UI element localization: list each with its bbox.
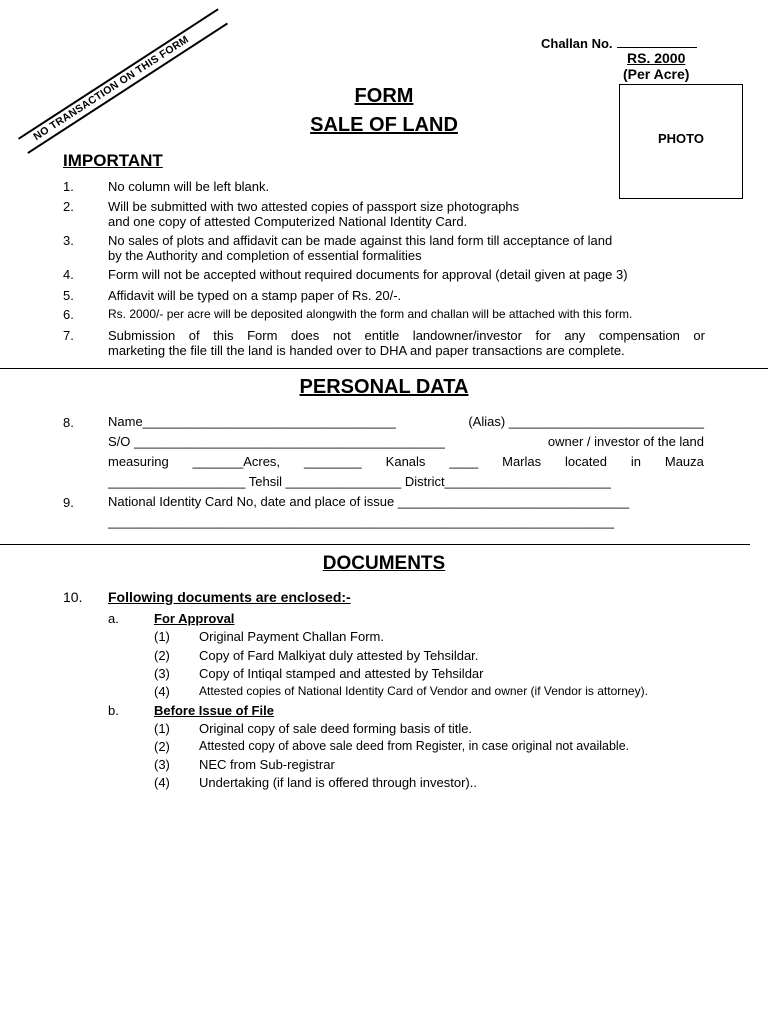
son-of-field[interactable]: S/O ___________________________________________ [108, 434, 445, 449]
stamp-text: NO TRANSACTION ON THIS FORM [31, 33, 191, 143]
in-word: in [630, 454, 641, 469]
challan-blank [617, 35, 697, 48]
item-number: 5. [63, 288, 74, 303]
item-number: 4. [63, 267, 74, 282]
section-divider [0, 368, 768, 369]
son-of-line [108, 432, 704, 452]
sub-number: (1) [154, 629, 170, 644]
form-title: FORM [354, 85, 414, 107]
sub-number: (3) [154, 666, 170, 681]
challan-label: Challan No. [541, 36, 613, 51]
item-number: 6. [63, 307, 74, 322]
sub-number: (3) [154, 757, 170, 772]
documents-enclosed-title: Following documents are enclosed:- [108, 589, 351, 605]
sub-label: b. [108, 703, 119, 718]
measuring-line [108, 452, 704, 472]
approval-doc: Original Payment Challan Form. [199, 629, 384, 644]
important-item: No column will be left blank. [108, 179, 270, 194]
measuring-word: measuring [108, 454, 169, 469]
issue-doc: NEC from Sub-registrar [199, 757, 335, 772]
section-divider [0, 544, 750, 545]
important-heading: IMPORTANT [63, 151, 163, 170]
for-approval-title: For Approval [154, 611, 235, 626]
fee-amount: RS. 2000 [627, 50, 686, 66]
item-number: 7. [63, 328, 74, 343]
important-item: Will be submitted with two attested copies of passport size photographs and one copy of attested Computerized National Identity Card. [108, 199, 520, 229]
documents-heading: DOCUMENTS [322, 553, 446, 574]
sub-number: (1) [154, 721, 170, 736]
fee-unit: (Per Acre) [623, 66, 690, 82]
item-number: 1. [63, 179, 74, 194]
important-item: No sales of plots and affidavit can be made against this land form till acceptance of land by the Authority and completion of essential formalities [108, 233, 613, 263]
cnic-field-continued[interactable]: ______________________________________________________________________ [108, 514, 615, 529]
item-number: 8. [63, 415, 74, 430]
kanals-word: Kanals [385, 454, 426, 469]
item-number: 3. [63, 233, 74, 248]
alias-field[interactable]: (Alias) ___________________________ [468, 414, 704, 429]
marlas-blank[interactable]: ____ [449, 454, 479, 469]
name-line [108, 412, 704, 432]
before-issue-title: Before Issue of File [154, 703, 274, 718]
sub-label: a. [108, 611, 119, 626]
important-item: Affidavit will be typed on a stamp paper of Rs. 20/-. [108, 288, 402, 303]
personal-data-heading: PERSONAL DATA [299, 376, 469, 398]
located-word: located [565, 454, 607, 469]
approval-doc: Copy of Fard Malkiyat duly attested by Tehsildar. [199, 648, 479, 663]
tehsil-district-field[interactable]: ___________________ Tehsil ________________ District_______________________ [108, 474, 611, 489]
name-field[interactable]: Name___________________________________ [108, 414, 396, 429]
item-number: 10. [63, 589, 83, 605]
kanals-blank[interactable]: ________ [303, 454, 362, 469]
issue-doc: Attested copy of above sale deed from Register, in case original not available. [199, 739, 630, 753]
important-item: Submission of this Form does not entitle landowner/investor for any compensation or marketing the file till the land is handed over to DHA and paper transactions are complete. [108, 328, 705, 358]
marlas-word: Marlas [502, 454, 542, 469]
challan-number [541, 35, 697, 51]
item-number: 9. [63, 495, 74, 510]
issue-doc: Undertaking (if land is offered through investor).. [199, 775, 477, 790]
important-item: Rs. 2000/- per acre will be deposited alongwith the form and challan will be attached with this form. [108, 307, 633, 321]
owner-investor-text: owner / investor of the land [547, 434, 704, 449]
sub-number: (4) [154, 684, 170, 699]
acres-field[interactable]: _______Acres, [192, 454, 281, 469]
mauza-word: Mauza [664, 454, 704, 469]
item-number: 2. [63, 199, 74, 214]
issue-doc: Original copy of sale deed forming basis of title. [199, 721, 473, 736]
important-item: Form will not be accepted without required documents for approval (detail given at page 3) [108, 267, 628, 282]
sub-number: (4) [154, 775, 170, 790]
cnic-field[interactable]: National Identity Card No, date and place of issue ________________________________ [108, 494, 630, 509]
photo-label: PHOTO [658, 131, 704, 146]
sub-number: (2) [154, 739, 170, 754]
approval-doc: Copy of Intiqal stamped and attested by Tehsildar [199, 666, 484, 681]
approval-doc: Attested copies of National Identity Card of Vendor and owner (if Vendor is attorney). [199, 684, 648, 698]
form-subtitle: SALE OF LAND [310, 114, 458, 136]
sub-number: (2) [154, 648, 170, 663]
